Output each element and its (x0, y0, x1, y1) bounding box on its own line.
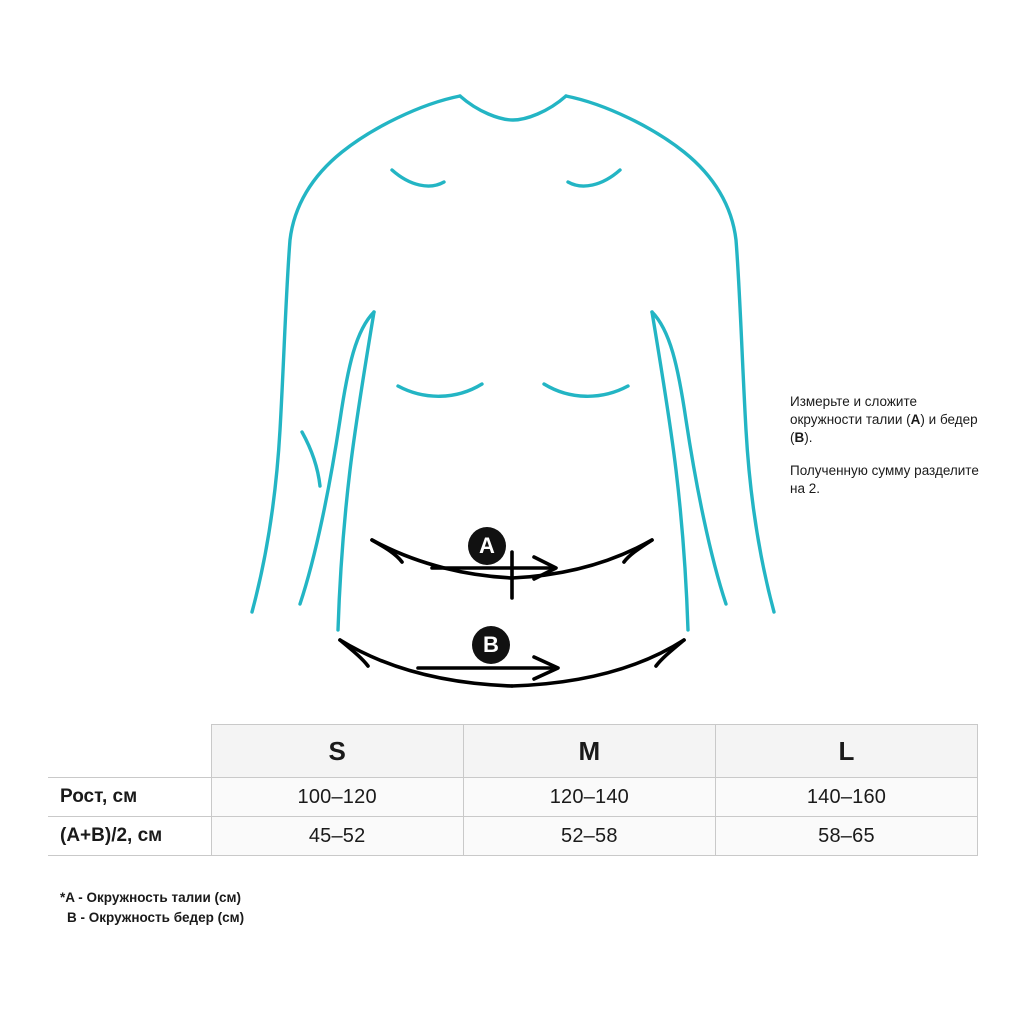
instruction-bold-b: B (794, 430, 805, 446)
size-table (48, 724, 978, 856)
instruction-text-4: ). (804, 430, 813, 446)
table-row (48, 817, 978, 856)
marker-b (472, 626, 510, 664)
cell-height-m: 120–140 (463, 778, 715, 817)
row-label-ab-average: (A+B)/2, см (48, 817, 211, 856)
table-row (48, 778, 978, 817)
row-label-height: Рост, см (48, 778, 211, 817)
cell-height-l: 140–160 (715, 778, 977, 817)
table-header-row (48, 725, 978, 778)
cell-ab-s: 45–52 (211, 817, 463, 856)
instruction-text-1: Измерьте и сложите окружности талии ( (790, 394, 917, 428)
footnote-a: *A - Окружность талии (см) (60, 890, 241, 905)
marker-a (468, 527, 506, 565)
torso-outline-icon (252, 96, 774, 630)
instruction-bold-a: A (910, 412, 921, 428)
instruction-paragraph-1 (790, 393, 990, 448)
cell-ab-m: 52–58 (463, 817, 715, 856)
instruction-paragraph-2: Полученную сумму разделите на 2. (790, 462, 979, 496)
column-header-s: S (211, 725, 463, 778)
marker-a-label: A (479, 533, 495, 558)
marker-b-label: B (483, 632, 499, 657)
column-header-l: L (715, 725, 977, 778)
instruction-text-2: ) (920, 412, 925, 428)
instruction-text-3: и бедер ( (790, 412, 978, 446)
cell-height-s: 100–120 (211, 778, 463, 817)
footnotes-block (60, 888, 244, 929)
footnote-b: B - Окружность бедер (см) (67, 910, 245, 926)
column-header-m: M (463, 725, 715, 778)
table-corner-cell (48, 725, 211, 778)
instructions-block (790, 393, 990, 512)
hip-measure-line (340, 640, 684, 686)
cell-ab-l: 58–65 (715, 817, 977, 856)
